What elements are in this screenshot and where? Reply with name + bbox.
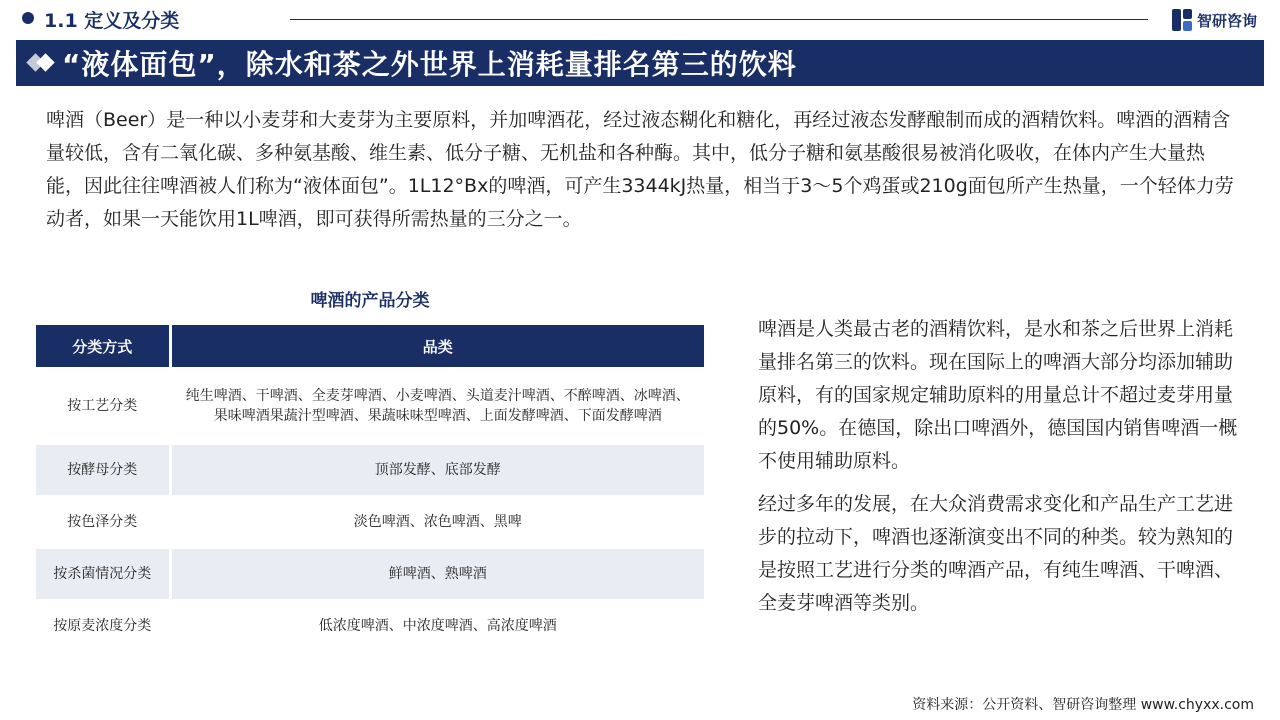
- table-row: [36, 599, 704, 653]
- header-divider: [290, 19, 1148, 20]
- right-paragraph-1: 啤酒是人类最古老的酒精饮料，是水和茶之后世界上消耗量排名第三的饮料。现在国际上的啤酒大部分均添加辅助原料，有的国家规定辅助原料的用量总计不超过麦芽用量的50%。在德国，除出口啤酒外，德国国内销售啤酒一概不使用辅助原料。: [758, 318, 1238, 472]
- table-cell-category: 淡色啤酒、浓色啤酒、黑啤: [353, 514, 522, 530]
- source-note: 资料来源：公开资料、智研咨询整理 www.chyxx.com: [912, 697, 1254, 713]
- table-cell-category: 顶部发酵、底部发酵: [170, 445, 704, 495]
- right-paragraph-2: 经过多年的发展，在大众消费需求变化和产品生产工艺进步的拉动下，啤酒也逐渐演变出不同的种类。较为熟知的是按照工艺进行分类的啤酒产品，有纯生啤酒、干啤酒、全麦芽啤酒等类别。: [758, 493, 1234, 614]
- logo-text: 智研咨询: [1197, 11, 1258, 30]
- table-header-row: [36, 325, 704, 367]
- table-title: 啤酒的产品分类: [310, 291, 430, 311]
- column-header-method: 分类方式: [36, 325, 170, 367]
- section-title: 1.1 定义及分类: [44, 10, 180, 32]
- table-cell-category: 低浓度啤酒、中浓度啤酒、高浓度啤酒: [318, 618, 557, 634]
- right-column-text: [758, 313, 1240, 630]
- table-row: [36, 367, 704, 445]
- table-row: [36, 445, 704, 495]
- table-cell-method: 按工艺分类: [36, 367, 170, 445]
- brand-logo: [1172, 7, 1257, 33]
- double-diamond-icon: [16, 40, 62, 86]
- table-row: [36, 495, 704, 549]
- table-cell-method: 按原麦浓度分类: [36, 599, 170, 653]
- table-cell-method: 按酵母分类: [36, 445, 170, 495]
- top-header: [0, 0, 1280, 40]
- section-dot-icon: [22, 12, 34, 24]
- column-header-category: 品类: [170, 325, 704, 367]
- classification-table: [36, 325, 704, 653]
- table-cell-category: 纯生啤酒、干啤酒、全麦芽啤酒、小麦啤酒、头道麦汁啤酒、不醉啤酒、冰啤酒、果味啤酒果蔬汁型啤酒、果蔬味味型啤酒、上面发酵啤酒、下面发酵啤酒: [185, 388, 690, 424]
- title-banner: [16, 40, 1264, 86]
- table-row: [36, 549, 704, 599]
- intro-paragraph: 啤酒（Beer）是一种以小麦芽和大麦芽为主要原料，并加啤酒花，经过液态糊化和糖化，再经过液态发酵酿制而成的酒精饮料。啤酒的酒精含量较低，含有二氧化碳、多种氨基酸、维生素、低分子糖、无机盐和各种酶。其中，低分子糖和氨基酸很易被消化吸收，在体内产生大量热能，因此往往啤酒被人们称为“液体面包”。1L12°Bx的啤酒，可产生3344kJ热量，相当于3～5个鸡蛋或210g面包所产生热量，一个轻体力劳动者，如果一天能饮用1L啤酒，即可获得所需热量的三分之一。: [46, 109, 1234, 230]
- table-cell-method: 按杀菌情况分类: [36, 549, 170, 599]
- logo-mark-icon: [1172, 9, 1192, 31]
- table-cell-category: 鲜啤酒、熟啤酒: [170, 549, 704, 599]
- table-cell-method: 按色泽分类: [36, 495, 170, 549]
- page-title: “液体面包”，除水和茶之外世界上消耗量排名第三的饮料: [62, 48, 797, 81]
